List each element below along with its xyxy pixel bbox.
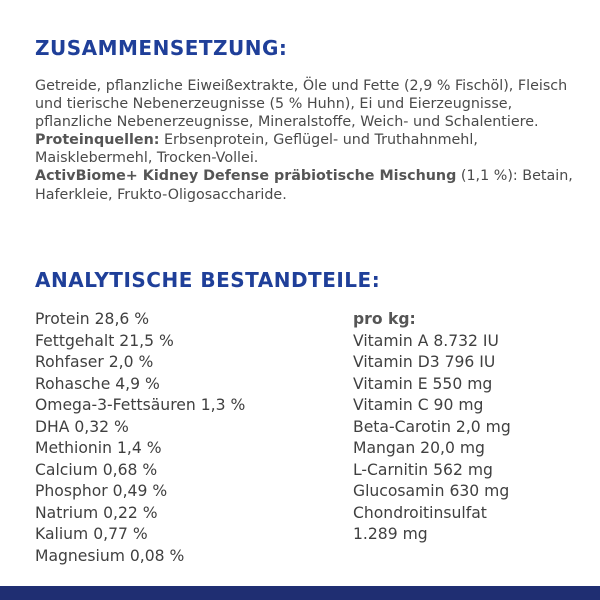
nutrient-row: Omega-3-Fettsäuren 1,3 % xyxy=(35,396,246,414)
nutrient-row: Magnesium 0,08 % xyxy=(35,546,185,565)
nutrient-row: Calcium 0,68 % xyxy=(35,460,158,479)
analytics-left-column xyxy=(35,309,245,567)
additive-row: Chondroitinsulfat xyxy=(353,503,487,522)
analytics-right-column xyxy=(353,309,511,546)
protein-sources-label: Proteinquellen: xyxy=(35,132,160,149)
footer-bar xyxy=(0,586,600,600)
per-kg-heading: pro kg: xyxy=(353,310,416,328)
composition-title: ZUSAMMENSETZUNG: xyxy=(35,36,288,60)
nutrient-row: Natrium 0,22 % xyxy=(35,503,158,522)
protein-sources xyxy=(35,131,580,167)
additive-row: Vitamin E 550 mg xyxy=(353,374,493,393)
nutrient-row: Protein 28,6 % xyxy=(35,310,150,328)
composition-body xyxy=(35,77,580,204)
composition-text xyxy=(35,77,580,131)
analytics-title: ANALYTISCHE BESTANDTEILE: xyxy=(35,268,381,292)
additive-row: Vitamin A 8.732 IU xyxy=(353,331,499,350)
additive-row: Vitamin D3 796 IU xyxy=(353,353,496,371)
nutrient-row: Fettgehalt 21,5 % xyxy=(35,331,174,350)
composition-main-text: Getreide, pflanzliche Eiweißextrakte, Öle und Fette (2,9 % Fischöl), Fleisch und tierische Nebenerzeugnisse (5 % Huhn), Ei und Eierzeugnisse, pflanzliche Nebenerzeugnisse, Mineralstoffe, Weich- und Schalentiere. xyxy=(35,78,568,131)
additive-row: L-Carnitin 562 mg xyxy=(353,460,493,479)
nutrient-row: Kalium 0,77 % xyxy=(35,525,148,543)
activbiome-label: ActivBiome+ Kidney Defense präbiotische Mischung xyxy=(35,168,457,185)
nutrient-row: Phosphor 0,49 % xyxy=(35,482,168,500)
nutrient-row: Rohasche 4,9 % xyxy=(35,374,160,393)
nutrient-row: Methionin 1,4 % xyxy=(35,439,162,457)
additive-row: Beta-Carotin 2,0 mg xyxy=(353,417,511,436)
additive-row: Glucosamin 630 mg xyxy=(353,482,510,500)
activbiome-text: (1,1 %): Betain, Haferkleie, Frukto-Oligosaccharide. xyxy=(35,168,573,203)
activbiome-blend xyxy=(35,167,580,203)
additive-row: Mangan 20,0 mg xyxy=(353,439,485,457)
additive-row: 1.289 mg xyxy=(353,525,428,543)
nutrient-row: Rohfaser 2,0 % xyxy=(35,353,154,371)
additive-row: Vitamin C 90 mg xyxy=(353,396,484,414)
nutrient-row: DHA 0,32 % xyxy=(35,417,129,436)
protein-sources-text: Erbsenprotein, Geflügel- und Truthahnmehl, Maisklebermehl, Trocken-Vollei. xyxy=(35,132,478,167)
